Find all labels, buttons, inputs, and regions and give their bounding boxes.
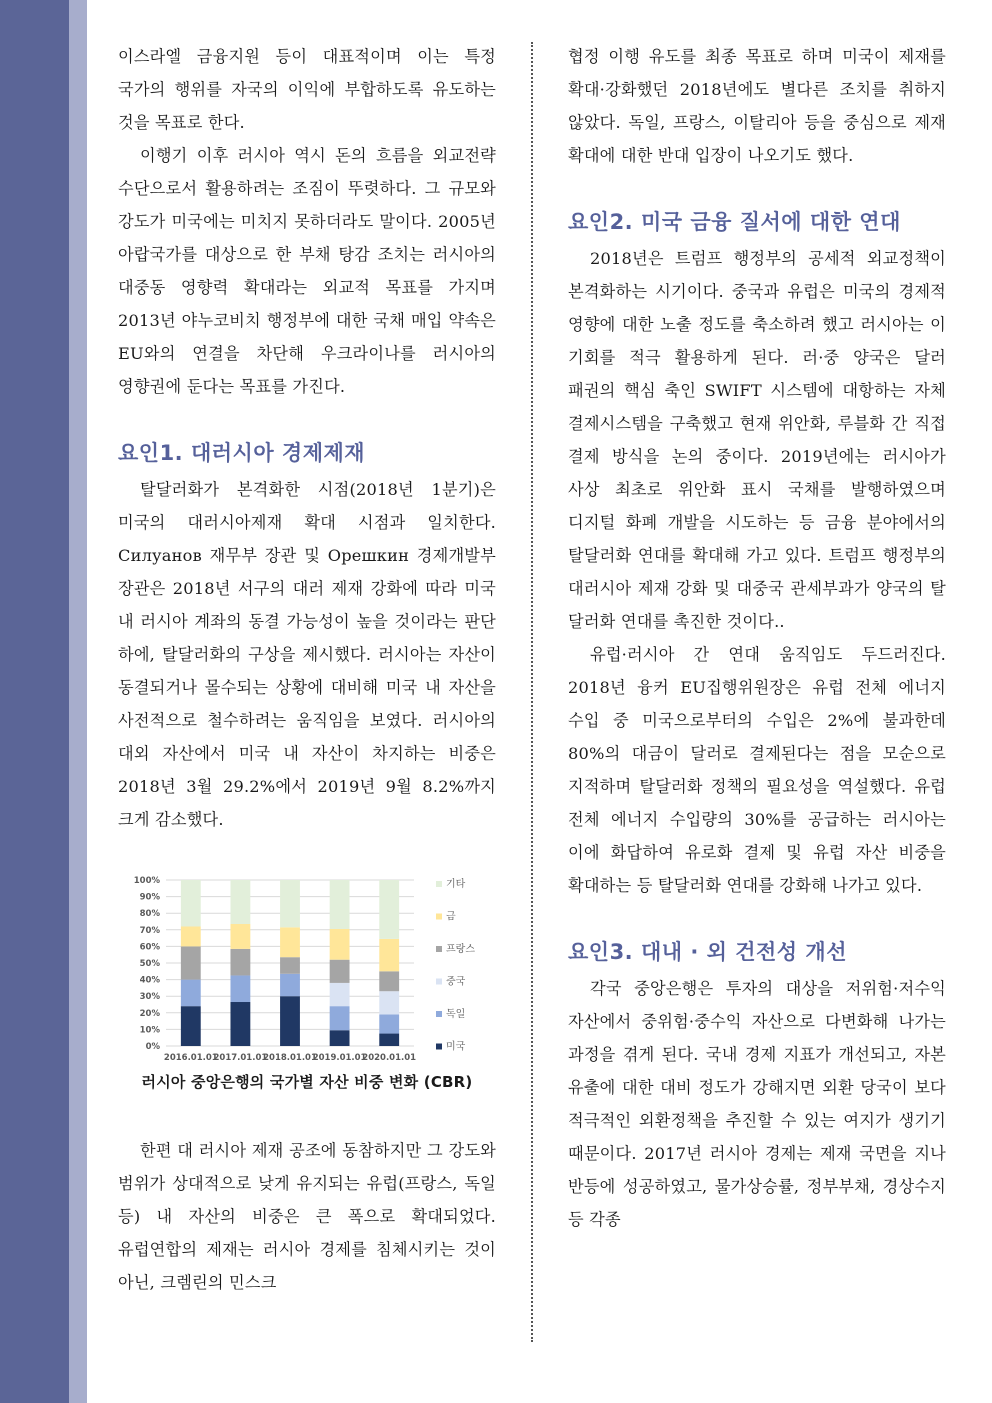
legend-label: 프랑스 xyxy=(446,944,475,955)
y-tick-label: 90% xyxy=(139,892,160,903)
legend-swatch xyxy=(436,914,442,920)
paragraph: 이행기 이후 러시아 역시 돈의 흐름을 외교전략 수단으로서 활용하려는 조짐이 뚜렷하다. 그 규모와 강도가 미국에는 미치지 못하더라도 말이다. 2005년 아랍국가를 대상으로 한 부채 탕감 조치는 러시아의 대중동 영향력 확대라는 외교적 목표를 가지며 2013년 야누코비치 행정부에 대한 국채 매입 약속은 EU와의 연결을 차단해 우크라이나를 러시아의 영향권에 둔다는 목표를 가진다. xyxy=(118,146,496,396)
bar-segment xyxy=(330,929,350,960)
y-tick-label: 60% xyxy=(139,942,160,953)
paragraph: 협정 이행 유도를 최종 목표로 하며 미국이 제재를 확대·강화했던 2018년에도 별다른 조치를 취하지 않았다. 독일, 프랑스, 이탈리아 등을 중심으로 제재 확대에 대한 반대 입장이 나오기도 했다. xyxy=(568,47,946,165)
chart-caption: 러시아 중앙은행의 국가별 자산 비중 변화 (CBR) xyxy=(141,1073,473,1091)
chart-svg xyxy=(118,866,496,1066)
bar-segment xyxy=(379,1034,399,1046)
asset-share-chart xyxy=(118,866,496,1066)
legend-swatch xyxy=(436,1011,442,1017)
bar-segment xyxy=(230,975,250,1002)
y-tick-label: 30% xyxy=(139,992,160,1003)
legend-swatch xyxy=(436,881,442,887)
bar-segment xyxy=(379,880,399,939)
bar-segment xyxy=(230,880,250,924)
paragraph: 한편 대 러시아 제재 공조에 동참하지만 그 강도와 범위가 상대적으로 낮게 유지되는 유럽(프랑스, 독일 등) 내 자산의 비중은 큰 폭으로 확대되었다. 유럽연합의 제재는 러시아 경제를 침체시키는 것이 아닌, 크렘린의 민스크 xyxy=(118,1141,496,1292)
legend-label: 미국 xyxy=(446,1041,466,1053)
paragraph: 탈달러화가 본격화한 시점(2018년 1분기)은 미국의 대러시아제재 확대 시점과 일치한다. Силуанов 재무부 장관 및 Орешкин 경제개발부 장관은 2018년 서구의 대러 제재 강화에 따라 미국 내 러시아 계좌의 동결 가능성이 높을 것이라는 판단 하에, 탈달러화의 구상을 제시했다. 러시아는 자산이 동결되거나 몰수되는 상황에 대비해 미국 내 자산을 사전적으로 철수하려는 움직임을 보였다. 러시아의 대외 자산에서 미국 내 자산이 차지하는 비중은 2018년 3월 29.2%에서 2019년 9월 8.2%까지 크게 감소했다. xyxy=(118,480,496,829)
bar-segment xyxy=(330,1006,350,1030)
y-tick-label: 20% xyxy=(139,1008,160,1019)
legend-label: 독일 xyxy=(446,1009,466,1020)
paragraph: 각국 중앙은행은 투자의 대상을 저위험·저수익 자산에서 중위험·중수익 자산으로 다변화해 나가는 과정을 겪게 된다. 국내 경제 지표가 개선되고, 자본 유출에 대한 대비 정도가 강해지면 외환 당국이 보다 적극적인 외환정책을 추진할 수 있는 여지가 생기기 때문이다. 2017년 러시아 경제는 제재 국면을 지나 반등에 성공하였고, 물가상승률, 정부부채, 경상수지 등 각종 xyxy=(568,979,946,1229)
x-tick-label: 2016.01.01 xyxy=(163,1053,218,1063)
legend-label: 금 xyxy=(446,911,456,923)
bar-segment xyxy=(230,924,250,949)
bar-segment xyxy=(330,960,350,983)
bar-segment xyxy=(379,1014,399,1033)
y-tick-label: 100% xyxy=(133,876,160,886)
section-heading-factor3: 요인3. 대내 · 외 건전성 개선 xyxy=(568,940,847,964)
bar-segment xyxy=(181,946,201,979)
paragraph: 2018년은 트럼프 행정부의 공세적 외교정책이 본격화하는 시기이다. 중국과 유럽은 미국의 경제적 영향에 대한 노출 정도를 축소하려 했고 러시아는 이 기회를 적극 활용하게 된다. 러·중 양국은 달러 패권의 핵심 축인 SWIFT 시스템에 대항하는 자체 결제시스템을 구축했고 현재 위안화, 루블화 간 직접 결제 방식을 논의 중이다. 2019년에는 러시아가 사상 최초로 위안화 표시 국채를 발행하였으며 디지털 화폐 개발을 시도하는 등 금융 분야에서의 탈달러화 연대를 확대해 가고 있다. 트럼프 행정부의 대러시아 제재 강화 및 대중국 관세부과가 양국의 탈 달러화 연대를 촉진한 것이다.. xyxy=(568,249,946,631)
legend-swatch xyxy=(436,979,442,985)
paragraph: 유럽·러시아 간 연대 움직임도 두드러진다. 2018년 융커 EU집행위원장은 유럽 전체 에너지 수입 중 미국으로부터의 수입은 2%에 불과한데 80%의 대금이 달러로 결제된다는 점을 모순으로 지적하며 탈달러화 정책의 필요성을 역설했다. 유럽 전체 에너지 수입량의 30%를 공급하는 러시아는 이에 화답하여 유로화 결제 및 유럽 자산 비중을 확대하는 등 탈달러화 연대를 강화해 나가고 있다. xyxy=(568,645,946,895)
section-heading-factor2: 요인2. 미국 금융 질서에 대한 연대 xyxy=(568,210,901,234)
y-tick-label: 70% xyxy=(139,925,160,936)
bar-segment xyxy=(280,880,300,927)
bar-segment xyxy=(330,983,350,1006)
x-tick-label: 2020.01.01 xyxy=(362,1053,417,1063)
right-column xyxy=(568,40,946,1236)
bar-segment xyxy=(330,880,350,929)
y-tick-label: 80% xyxy=(139,909,160,920)
bar-segment xyxy=(379,939,399,971)
legend-swatch xyxy=(436,1044,442,1050)
legend-label: 중국 xyxy=(446,976,466,988)
x-tick-label: 2017.01.01 xyxy=(213,1053,268,1063)
y-tick-label: 50% xyxy=(139,959,160,969)
sidebar-band-dark xyxy=(0,0,69,1403)
y-tick-label: 10% xyxy=(139,1025,160,1036)
bar-segment xyxy=(280,996,300,1046)
bar-segment xyxy=(379,971,399,991)
bar-segment xyxy=(230,949,250,976)
bar-segment xyxy=(181,880,201,926)
y-tick-label: 40% xyxy=(139,975,160,986)
legend-label: 기타 xyxy=(446,879,466,890)
bar-segment xyxy=(330,1030,350,1046)
x-tick-label: 2019.01.01 xyxy=(312,1053,367,1063)
paragraph: 이스라엘 금융지원 등이 대표적이며 이는 특정 국가의 행위를 자국의 이익에 부합하도록 유도하는 것을 목표로 한다. xyxy=(118,47,496,132)
bar-segment xyxy=(280,974,300,996)
bar-segment xyxy=(230,1002,250,1046)
x-tick-label: 2018.01.01 xyxy=(263,1053,317,1063)
bar-segment xyxy=(280,927,300,957)
bar-segment xyxy=(280,957,300,974)
left-column xyxy=(118,40,496,1299)
bar-segment xyxy=(181,926,201,946)
column-divider xyxy=(531,42,533,1342)
bar-segment xyxy=(181,980,201,1007)
bar-segment xyxy=(379,991,399,1014)
y-tick-label: 0% xyxy=(145,1042,160,1052)
section-heading-factor1: 요인1. 대러시아 경제제재 xyxy=(118,441,366,465)
sidebar-band-light xyxy=(69,0,87,1403)
legend-swatch xyxy=(436,946,442,952)
bar-segment xyxy=(181,1006,201,1046)
